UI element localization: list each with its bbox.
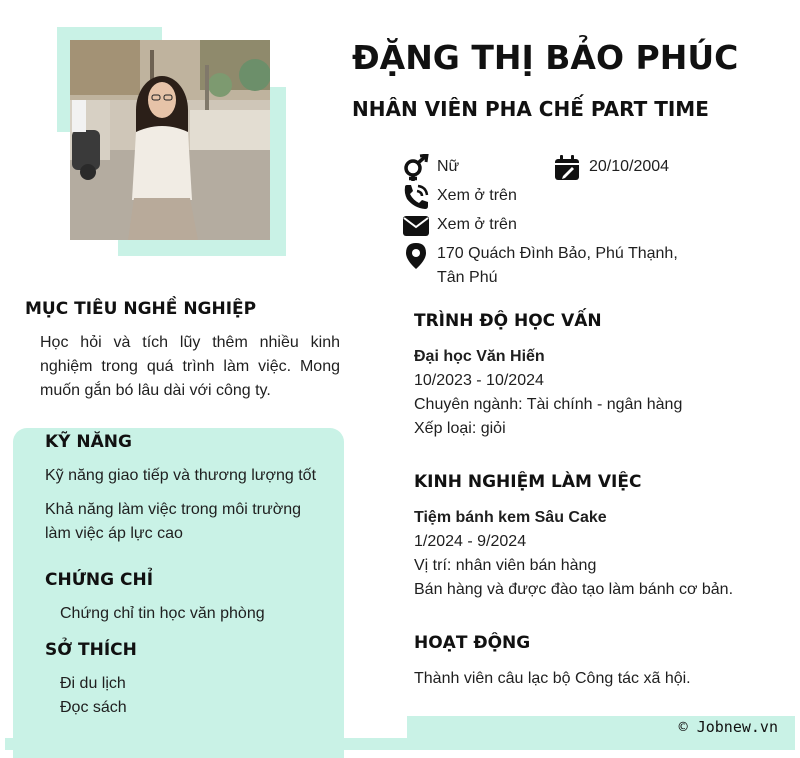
address-line-2: Tân Phú	[437, 269, 498, 286]
bottom-accent-strip	[5, 738, 407, 750]
experience-description: Bán hàng và được đào tạo làm bánh cơ bản.	[414, 581, 734, 598]
skills-heading: KỸ NĂNG	[45, 432, 132, 452]
certificates-heading: CHỨNG CHỈ	[45, 570, 154, 590]
experience-period: 1/2024 - 9/2024	[414, 533, 527, 550]
gender-text: Nữ	[437, 158, 460, 175]
birthday-text: 20/10/2004	[589, 158, 670, 175]
hobbies-heading: SỞ THÍCH	[45, 640, 137, 660]
calendar-icon	[553, 154, 579, 180]
education-grade: Xếp loại: giỏi	[414, 420, 506, 437]
objective-heading: MỤC TIÊU NGHỀ NGHIỆP	[25, 299, 257, 319]
address-line-1: 170 Quách Đình Bảo, Phú Thạnh,	[437, 245, 678, 262]
job-title: NHÂN VIÊN PHA CHẾ PART TIME	[352, 97, 709, 121]
experience-role: Vị trí: nhân viên bán hàng	[414, 557, 597, 574]
activities-heading: HOẠT ĐỘNG	[414, 633, 531, 653]
skill-item-continued: làm việc áp lực cao	[45, 525, 183, 542]
education-heading: TRÌNH ĐỘ HỌC VẤN	[414, 311, 602, 331]
email-icon	[402, 212, 428, 238]
experience-heading: KINH NGHIỆM LÀM VIỆC	[414, 472, 642, 492]
phone-icon	[402, 183, 428, 209]
skill-item: Khả năng làm việc trong môi trường	[45, 501, 301, 518]
experience-company: Tiệm bánh kem Sâu Cake	[414, 509, 607, 526]
skill-item: Kỹ năng giao tiếp và thương lượng tốt	[45, 467, 317, 484]
hobby-item: Đọc sách	[60, 699, 127, 716]
email-text: Xem ở trên	[437, 216, 517, 233]
education-school: Đại học Văn Hiến	[414, 348, 545, 365]
footer-credit: © Jobnew.vn	[678, 718, 778, 736]
profile-photo	[70, 40, 270, 240]
education-period: 10/2023 - 10/2024	[414, 372, 544, 389]
gender-icon	[402, 154, 428, 180]
education-major: Chuyên ngành: Tài chính - ngân hàng	[414, 396, 683, 413]
certificate-item: Chứng chỉ tin học văn phòng	[60, 605, 265, 622]
candidate-name: ĐẶNG THỊ BẢO PHÚC	[352, 38, 739, 77]
phone-text: Xem ở trên	[437, 187, 517, 204]
location-icon	[402, 242, 428, 268]
activity-item: Thành viên câu lạc bộ Công tác xã hội.	[414, 670, 691, 687]
objective-text: Học hỏi và tích lũy thêm nhiều kinh nghiệm trong quá trình làm việc. Mong muốn gắn bó lâu dài với công ty.	[40, 334, 340, 399]
hobby-item: Đi du lịch	[60, 675, 126, 692]
